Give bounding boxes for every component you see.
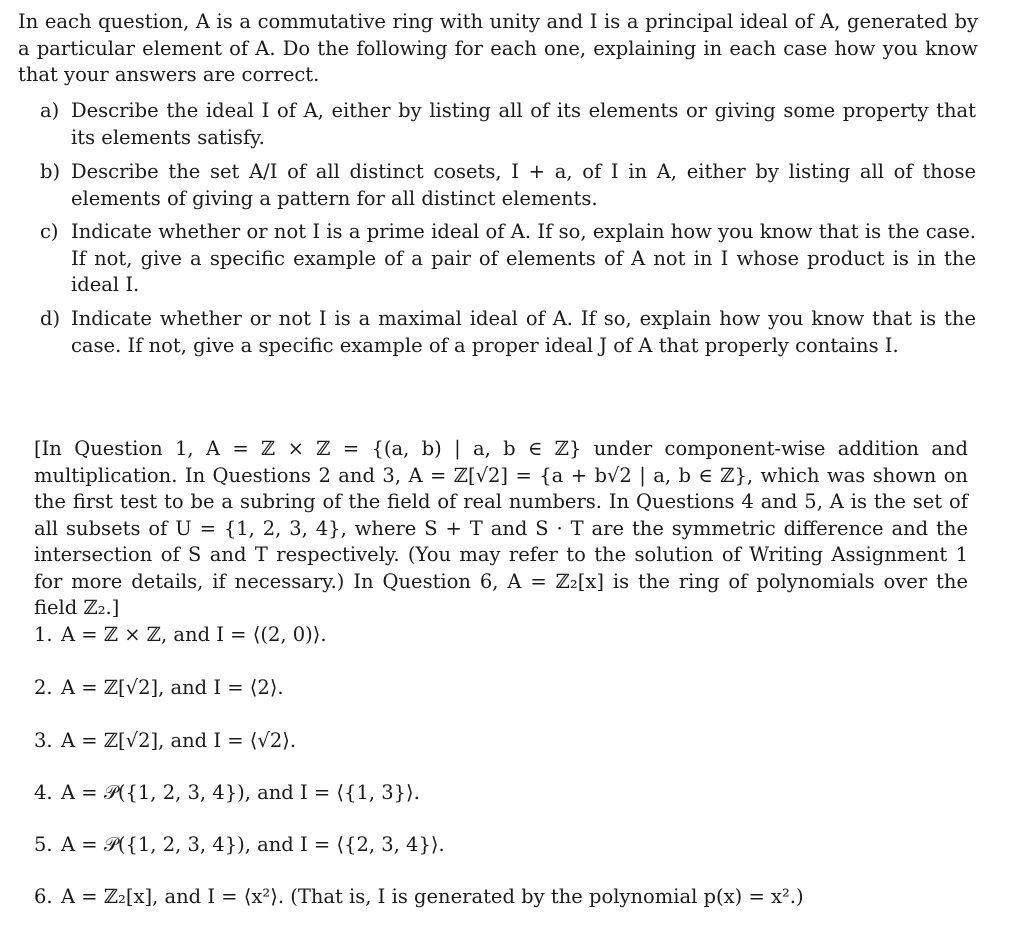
question-number: 6. — [34, 885, 53, 908]
part-label: d) — [40, 307, 61, 330]
part-text: Describe the set A/I of all distinct cosets, I + a, of I in A, either by listing all of those elements of giving a pattern for all distinct elements. — [71, 160, 976, 210]
question-3 — [34, 728, 964, 755]
question-number: 1. — [34, 623, 53, 646]
question-5 — [34, 832, 964, 859]
part-c — [40, 219, 976, 299]
part-label: c) — [40, 220, 59, 243]
question-4 — [34, 780, 964, 807]
part-label: a) — [40, 99, 60, 122]
question-number: 5. — [34, 833, 53, 856]
question-text: A = 𝒫({1, 2, 3, 4}), and I = ⟨{2, 3, 4}⟩. — [61, 833, 445, 856]
part-text: Indicate whether or not I is a maximal ideal of A. If so, explain how you know that is the case. If not, give a specific example of a proper ideal J of A that properly contains I. — [71, 307, 976, 357]
question-text: A = 𝒫({1, 2, 3, 4}), and I = ⟨{1, 3}⟩. — [61, 781, 420, 804]
part-b — [40, 159, 976, 212]
question-text: A = ℤ × ℤ, and I = ⟨(2, 0)⟩. — [61, 623, 327, 646]
intro-paragraph: In each question, A is a commutative ring with unity and I is a principal ideal of A, generated by a particular element of A. Do the following for each one, explaining in each case how you know that your answers are correct. — [18, 10, 978, 86]
part-a — [40, 98, 976, 151]
part-label: b) — [40, 160, 61, 183]
question-text: A = ℤ[√2], and I = ⟨√2⟩. — [61, 729, 297, 752]
question-1 — [34, 622, 964, 649]
question-2 — [34, 675, 964, 702]
part-text: Describe the ideal I of A, either by listing all of its elements or giving some property that its elements satisfy. — [71, 99, 976, 149]
part-text: Indicate whether or not I is a prime ideal of A. If so, explain how you know that is the case. If not, give a specific example of a pair of elements of A not in I whose product is in the ideal I. — [71, 220, 976, 296]
part-d — [40, 306, 976, 359]
question-text: A = ℤ[√2], and I = ⟨2⟩. — [61, 676, 284, 699]
question-number: 4. — [34, 781, 53, 804]
question-6 — [34, 884, 964, 911]
question-number: 2. — [34, 676, 53, 699]
context-paragraph: [In Question 1, A = ℤ × ℤ = {(a, b) | a, b ∈ ℤ} under component-wise addition and multiplication. In Questions 2 and 3, A = ℤ[√2] = {a + b√2 | a, b ∈ ℤ}, which was shown on the first test to be a subring of the field of real numbers. In Questions 4 and 5, A is the set of all subsets of U = {1, 2, 3, 4}, where S + T and S · T are the symmetric difference and the intersection of S and T respectively. (You may refer to the solution of Writing Assignment 1 for more details, if necessary.) In Question 6, A = ℤ₂[x] is the ring of polynomials over the field ℤ₂.] — [34, 437, 968, 619]
question-number: 3. — [34, 729, 53, 752]
question-text: A = ℤ₂[x], and I = ⟨x²⟩. (That is, I is generated by the polynomial p(x) = x².) — [61, 885, 804, 908]
